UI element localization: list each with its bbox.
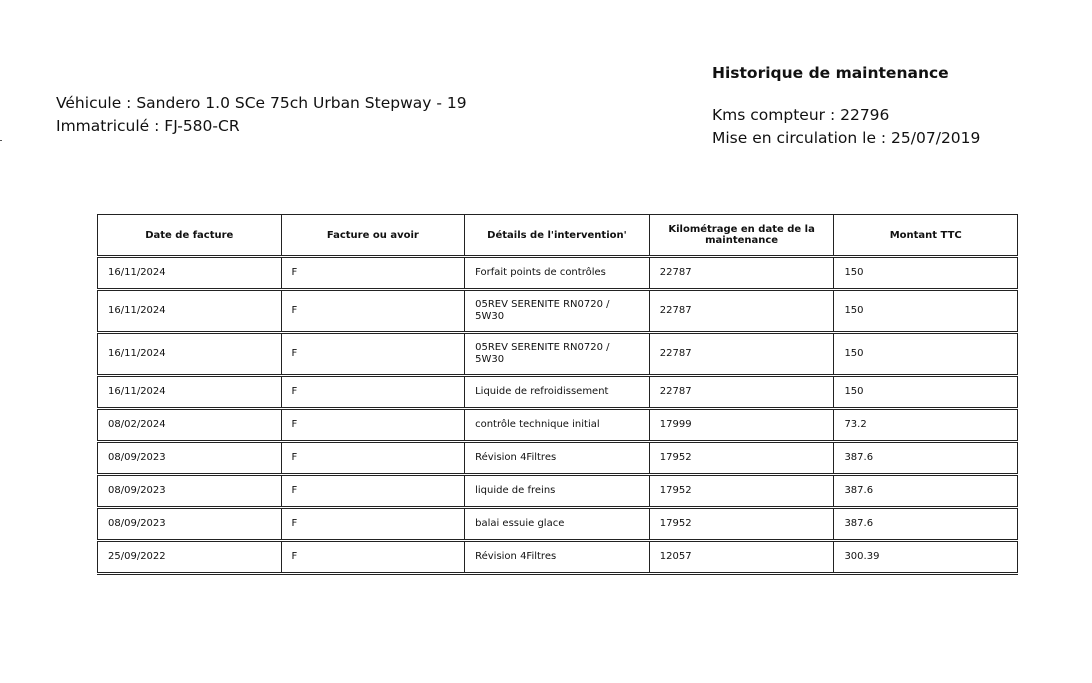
cell-detail: Liquide de refroidissement (465, 376, 650, 409)
cell-km: 17999 (649, 409, 834, 442)
cell-detail-text: 05REV SERENITE RN0720 / 5W30 (475, 299, 610, 322)
cell-type: F (281, 257, 465, 290)
cell-detail: liquide de freins (465, 475, 650, 508)
table-row (98, 475, 1018, 508)
cell-km: 12057 (649, 541, 834, 574)
cell-km: 22787 (649, 376, 834, 409)
cell-type: F (281, 541, 465, 574)
vehicle-model: Véhicule : Sandero 1.0 SCe 75ch Urban Stepway - 19 (56, 94, 467, 112)
cell-km: 22787 (649, 290, 834, 333)
history-info (712, 62, 980, 150)
cell-type: F (281, 290, 465, 333)
table-row (98, 409, 1018, 442)
cell-date: 16/11/2024 (98, 376, 282, 409)
cell-km: 22787 (649, 333, 834, 376)
cell-detail-text: 05REV SERENITE RN0720 / 5W30 (475, 342, 610, 365)
cell-type: F (281, 508, 465, 541)
cell-km: 17952 (649, 442, 834, 475)
cell-detail: Forfait points de contrôles (465, 257, 650, 290)
cell-amount: 387.6 (834, 475, 1018, 508)
table-row (98, 541, 1018, 574)
cell-date: 16/11/2024 (98, 333, 282, 376)
cell-date: 16/11/2024 (98, 257, 282, 290)
cell-type: F (281, 333, 465, 376)
cell-detail: Révision 4Filtres (465, 541, 650, 574)
odometer: Kms compteur : 22796 (712, 106, 890, 124)
cell-type: F (281, 442, 465, 475)
header-amount: Montant TTC (834, 215, 1018, 257)
table-header-row (98, 215, 1018, 257)
cell-date: 08/09/2023 (98, 508, 282, 541)
header-invoice-type: Facture ou avoir (281, 215, 465, 257)
cell-type: F (281, 475, 465, 508)
cell-date: 16/11/2024 (98, 290, 282, 333)
cell-detail (465, 333, 650, 376)
cell-km: 17952 (649, 475, 834, 508)
cell-date: 08/02/2024 (98, 409, 282, 442)
table-row (98, 333, 1018, 376)
table-row (98, 508, 1018, 541)
cell-amount: 300.39 (834, 541, 1018, 574)
header-intervention-details: Détails de l'intervention' (465, 215, 650, 257)
cell-amount: 387.6 (834, 508, 1018, 541)
table-row (98, 442, 1018, 475)
cell-amount: 73.2 (834, 409, 1018, 442)
header-invoice-date: Date de facture (98, 215, 282, 257)
maintenance-table (97, 214, 1018, 575)
table-row (98, 257, 1018, 290)
cell-amount: 150 (834, 257, 1018, 290)
cell-detail: Révision 4Filtres (465, 442, 650, 475)
vehicle-plate: Immatriculé : FJ-580-CR (56, 117, 240, 135)
cell-detail: contrôle technique initial (465, 409, 650, 442)
table-row (98, 290, 1018, 333)
maintenance-table-wrap (97, 214, 1018, 575)
cell-date: 25/09/2022 (98, 541, 282, 574)
cell-detail (465, 290, 650, 333)
table-row (98, 376, 1018, 409)
cell-amount: 150 (834, 333, 1018, 376)
history-title: Historique de maintenance (712, 64, 949, 82)
first-registration: Mise en circulation le : 25/07/2019 (712, 129, 981, 147)
margin-tick (0, 140, 2, 141)
cell-amount: 387.6 (834, 442, 1018, 475)
cell-date: 08/09/2023 (98, 475, 282, 508)
header-mileage: Kilométrage en date de la maintenance (649, 215, 834, 257)
cell-km: 22787 (649, 257, 834, 290)
cell-type: F (281, 409, 465, 442)
cell-date: 08/09/2023 (98, 442, 282, 475)
cell-amount: 150 (834, 290, 1018, 333)
vehicle-info (56, 92, 467, 138)
cell-type: F (281, 376, 465, 409)
cell-detail: balai essuie glace (465, 508, 650, 541)
cell-amount: 150 (834, 376, 1018, 409)
cell-km: 17952 (649, 508, 834, 541)
